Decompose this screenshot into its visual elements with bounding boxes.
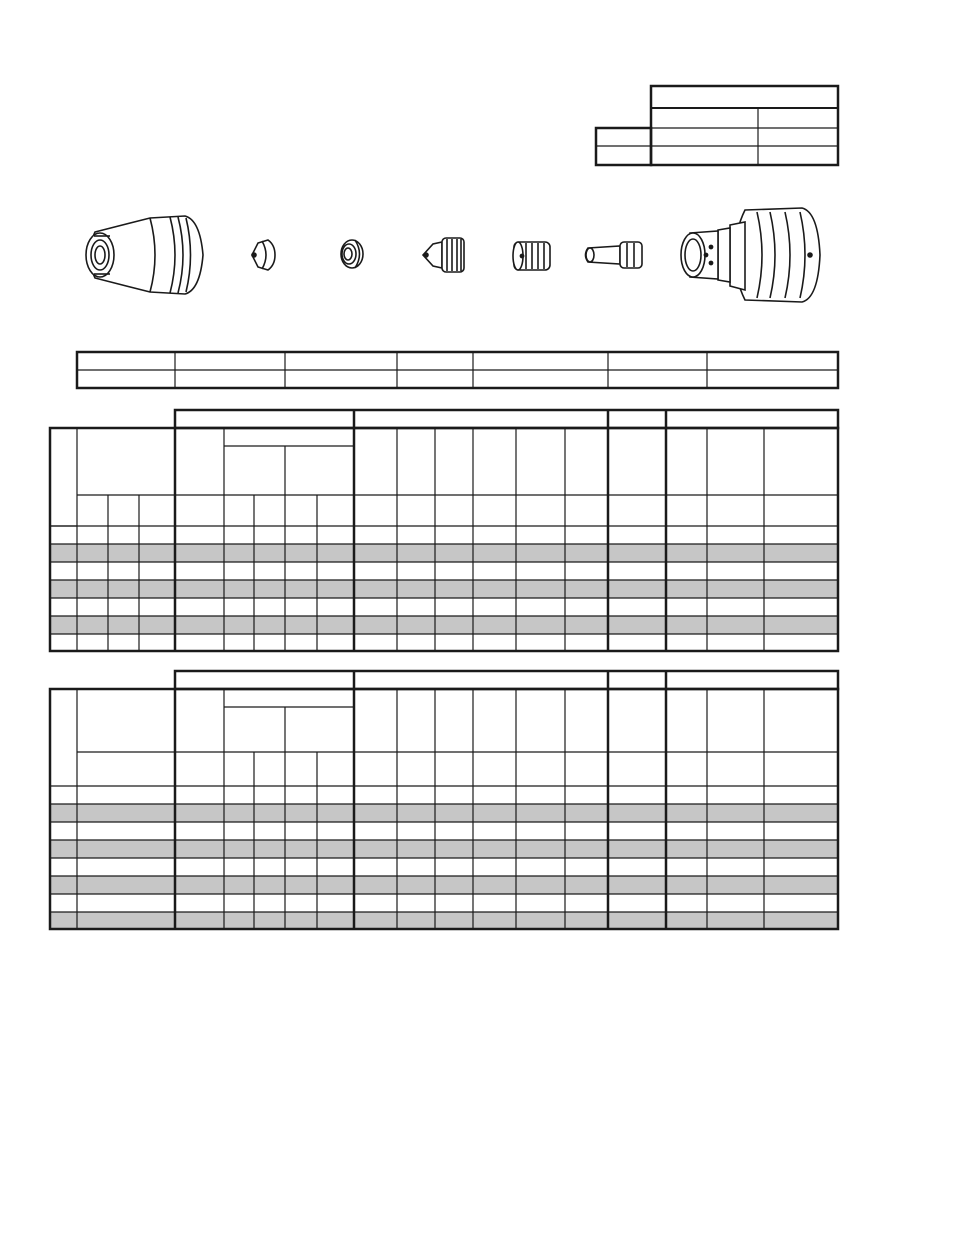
table-row [50,616,838,634]
part-number-table [77,352,838,388]
retaining-ring-icon [341,240,363,268]
table-row [50,912,838,929]
nozzle-icon [423,238,464,272]
shield-cup-icon [86,216,203,294]
table-row [50,804,838,822]
table-row [50,544,838,562]
table-row [50,840,838,858]
shield-icon [252,240,275,270]
parts-illustration [86,208,820,302]
swirl-ring-icon [513,242,550,270]
header-table [596,86,838,165]
cut-chart-1 [50,410,838,651]
torch-body-icon [681,208,820,302]
cut-chart-2 [50,671,838,929]
electrode-icon [586,242,643,268]
table-row [50,876,838,894]
table-row [50,580,838,598]
